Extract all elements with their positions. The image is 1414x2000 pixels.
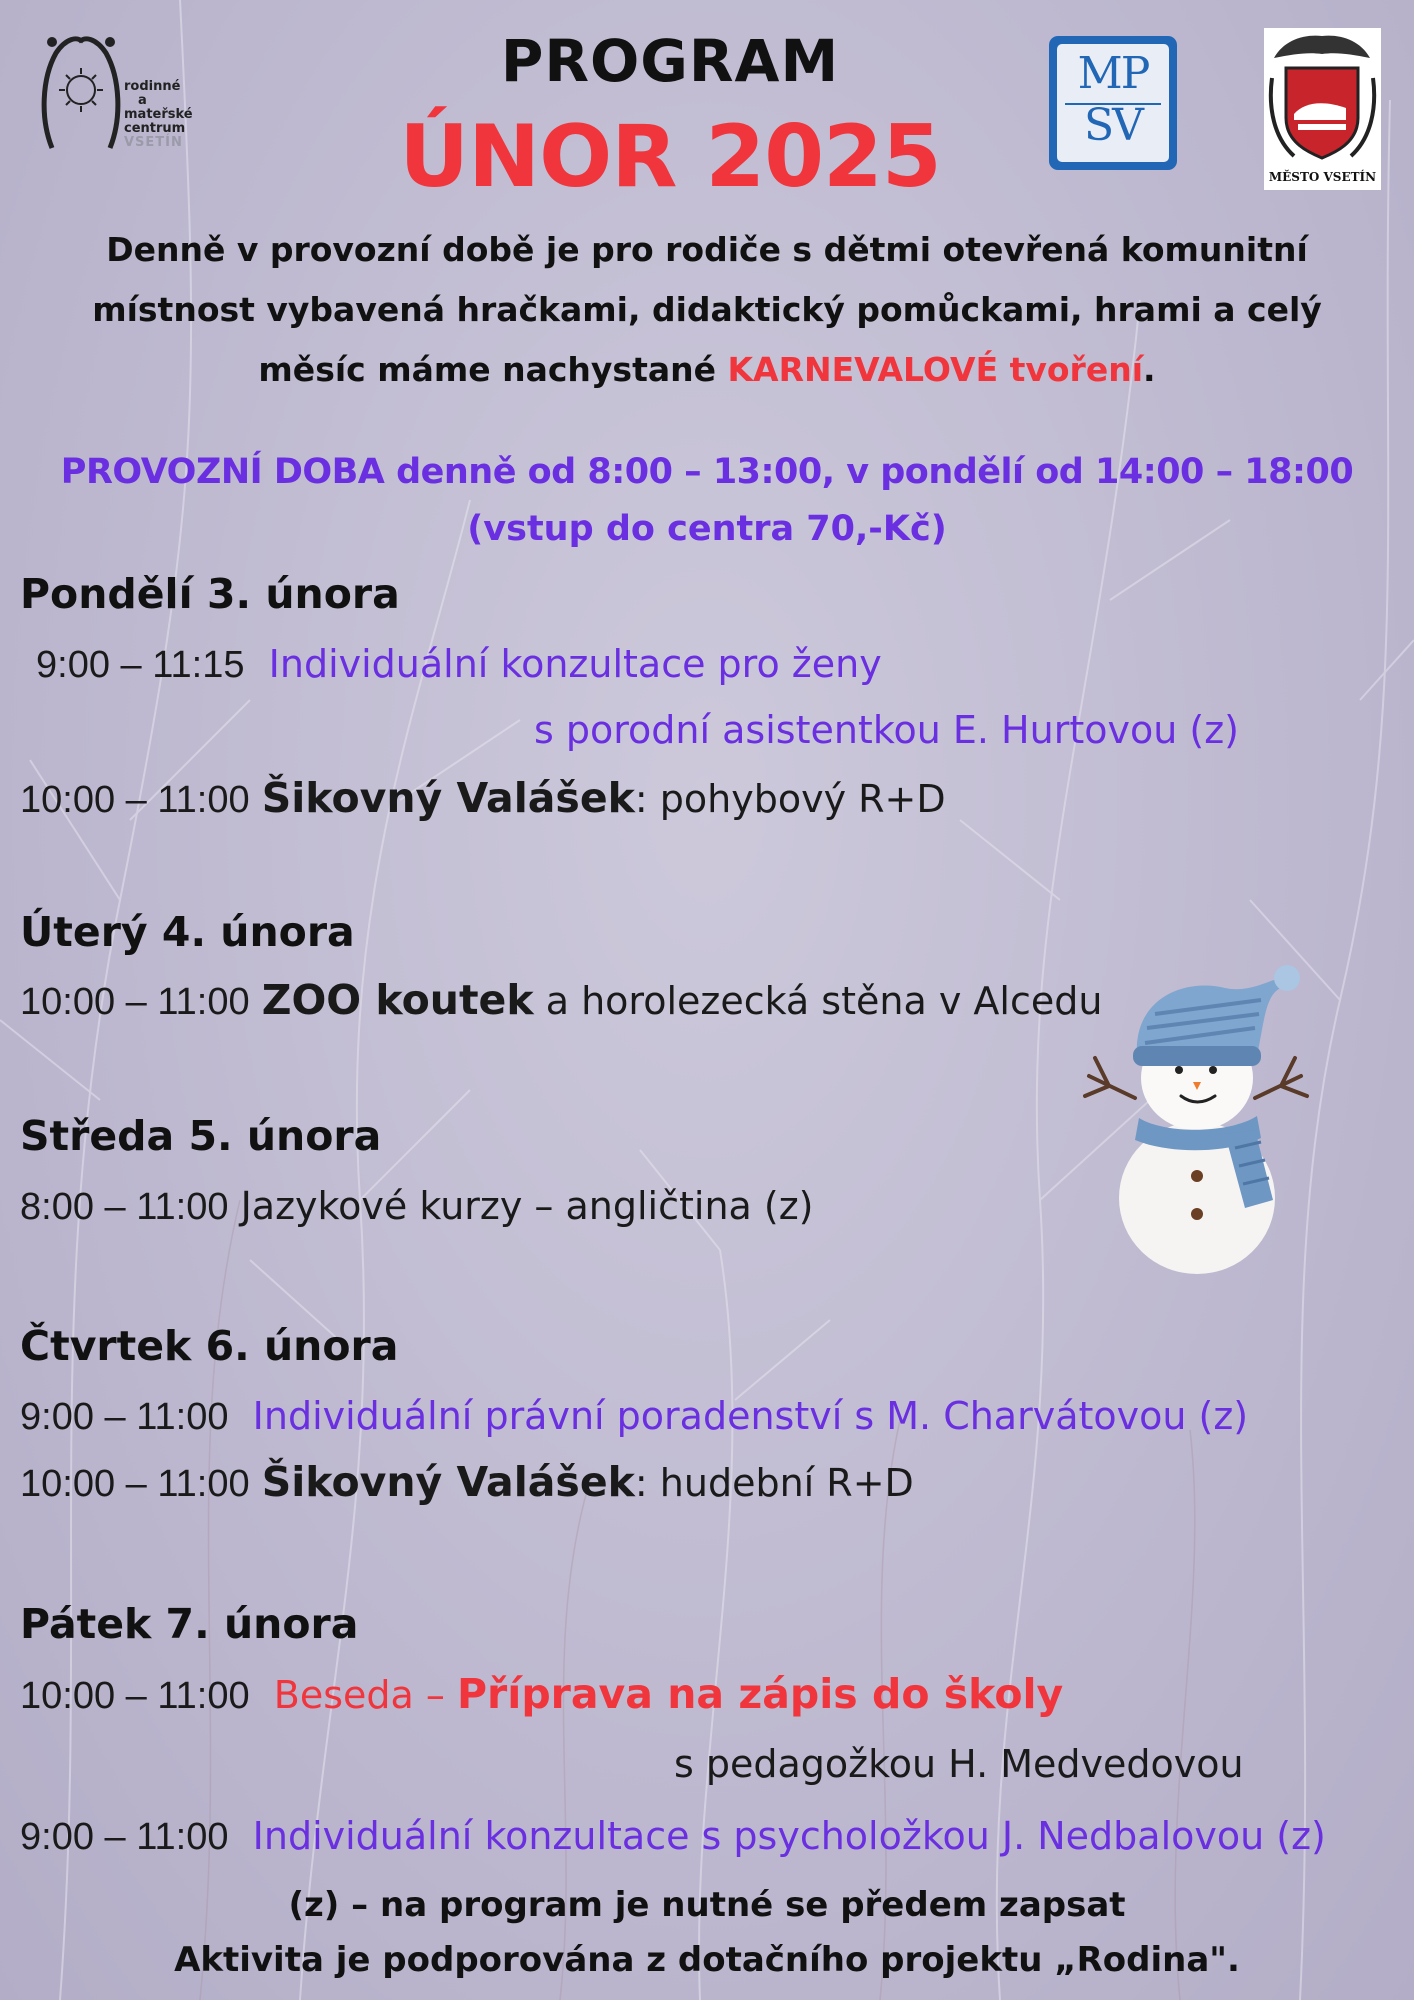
logo-line-3: mateřské (124, 107, 193, 122)
logo-line-4: centrum (124, 121, 186, 136)
event-title: Příprava na zápis do školy (457, 1670, 1064, 1718)
event-time: 10:00 – 11:00 (20, 1675, 250, 1717)
snowman-illustration (1075, 958, 1315, 1278)
intro-line-3 (20, 340, 1394, 400)
event-text: Jazykové kurzy – angličtina (z) (240, 1184, 814, 1228)
event-row (20, 972, 1102, 1030)
day-heading-friday: Pátek 7. února (20, 1600, 359, 1648)
event-text: Individuální právní poradenství s M. Charvátovou (z) (252, 1394, 1249, 1438)
logo-line-5: VSETÍN (124, 135, 183, 150)
event-text: Individuální konzultace s psycholožkou J. Nedbalovou (z) (252, 1814, 1326, 1858)
carnival-highlight: KARNEVALOVÉ tvoření (727, 350, 1144, 389)
mpsv-logo-bottom: SV (1084, 100, 1142, 151)
city-coat-of-arms (1264, 28, 1381, 190)
event-time: 9:00 – 11:15 (36, 644, 245, 686)
event-text-continued: s porodní asistentkou E. Hurtovou (z) (534, 708, 1239, 752)
event-row (20, 1454, 914, 1512)
intro-line-2: místnost vybavená hračkami, didaktický pomůckami, hrami a celý (92, 290, 1322, 329)
intro-text (20, 220, 1394, 400)
event-detail: a horolezecká stěna v Alcedu (533, 979, 1103, 1023)
event-row (20, 1808, 1326, 1865)
intro-line-1: Denně v provozní době je pro rodiče s dětmi otevřená komunitní (106, 230, 1308, 269)
month-title: ÚNOR 2025 (399, 107, 941, 207)
support-note: Aktivita je podporována z dotačního projektu „Rodina". (174, 1940, 1240, 1980)
event-text: Individuální konzultace pro ženy (268, 642, 882, 686)
event-row (20, 770, 946, 828)
event-row (20, 1666, 1063, 1724)
event-time: 10:00 – 11:00 (20, 779, 250, 821)
program-title: PROGRAM (500, 27, 840, 95)
event-title: ZOO koutek (261, 976, 534, 1024)
event-row (36, 636, 882, 693)
family-center-logo (38, 28, 213, 158)
mpsv-logo (1049, 36, 1177, 170)
event-prefix: Beseda – (273, 1673, 457, 1717)
intro-line-3-end: . (1143, 350, 1156, 389)
event-row (20, 1388, 1248, 1445)
city-caption: MĚSTO VSETÍN (1268, 170, 1377, 184)
event-time: 10:00 – 11:00 (20, 1463, 250, 1505)
event-detail: : hudební R+D (634, 1461, 914, 1505)
logo-line-1: rodinné (124, 79, 181, 94)
day-heading-wednesday: Středa 5. února (20, 1112, 382, 1160)
event-row (20, 1178, 814, 1235)
day-heading-tuesday: Úterý 4. února (20, 908, 355, 956)
intro-line-3-start: měsíc máme nachystané (258, 350, 728, 389)
event-time: 9:00 – 11:00 (20, 1396, 229, 1438)
day-heading-monday: Pondělí 3. února (20, 570, 400, 618)
mpsv-logo-top: MP (1077, 48, 1149, 99)
event-detail: : pohybový R+D (634, 777, 946, 821)
opening-hours: PROVOZNÍ DOBA denně od 8:00 – 13:00, v pondělí od 14:00 – 18:00 (60, 452, 1354, 492)
registration-note: (z) – na program je nutné se předem zapsat (288, 1885, 1126, 1925)
day-heading-thursday: Čtvrtek 6. února (20, 1322, 399, 1370)
event-time: 8:00 – 11:00 (20, 1186, 229, 1228)
event-text-continued: s pedagožkou H. Medvedovou (674, 1742, 1244, 1786)
family-center-logo-icon (38, 28, 124, 153)
coat-of-arms-icon (1264, 28, 1381, 168)
event-title: Šikovný Valášek (261, 1458, 635, 1506)
event-time: 9:00 – 11:00 (20, 1816, 229, 1858)
event-time: 10:00 – 11:00 (20, 981, 250, 1023)
logo-line-2: a (138, 93, 147, 108)
event-title: Šikovný Valášek (261, 774, 635, 822)
entry-fee: (vstup do centra 70,-Kč) (467, 509, 947, 549)
